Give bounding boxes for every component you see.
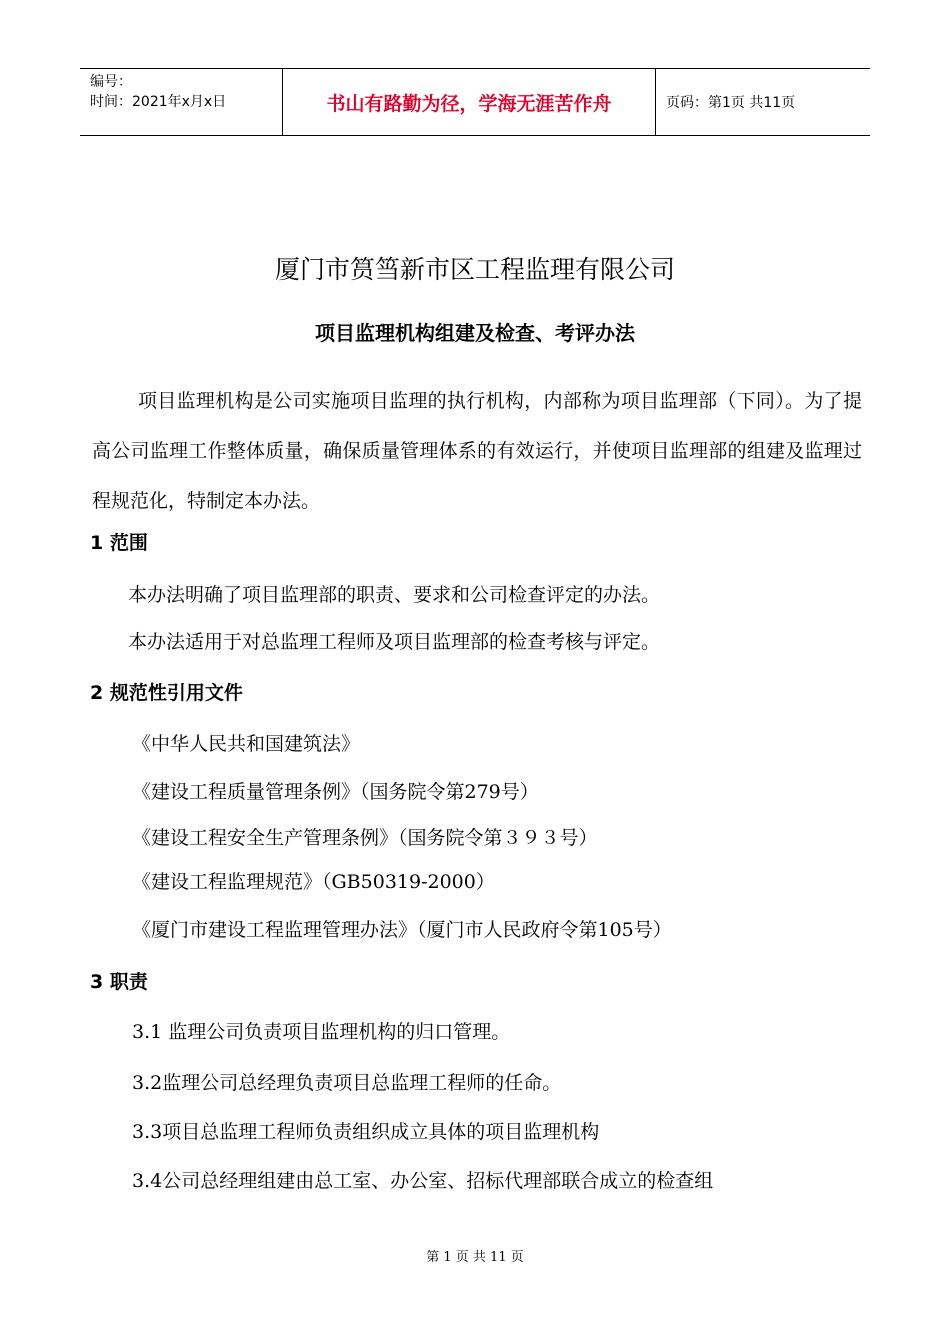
document-subtitle: 项目监理机构组建及检查、考评办法	[315, 321, 635, 345]
page-info-text: 页码：第1页 共11页	[666, 95, 796, 111]
page-footer: 第 1 页 共 11 页	[426, 1250, 524, 1265]
reference-item: 《建设工程安全生产管理条例》（国务院令第３９３号）	[132, 827, 598, 849]
duty-item: 3.2监理公司总经理负责项目总监理工程师的任命。	[132, 1072, 562, 1094]
scope-line-2: 本办法适用于对总监理工程师及项目监理部的检查考核与评定。	[128, 631, 661, 653]
section-heading-scope: 1 范围	[90, 532, 148, 554]
reference-item: 《厦门市建设工程监理管理办法》（厦门市人民政府令第105号）	[132, 919, 672, 941]
section-heading-duties: 3 职责	[90, 971, 148, 993]
header-meta	[80, 69, 282, 135]
time-label: 时间：2021年x月x日	[90, 94, 227, 110]
document-title: 厦门市筼筜新市区工程监理有限公司	[274, 255, 675, 284]
reference-item: 《建设工程监理规范》（GB50319-2000）	[132, 871, 495, 893]
reference-item: 《建设工程质量管理条例》（国务院令第279号）	[132, 781, 539, 803]
header-motto	[282, 69, 656, 135]
duty-item: 3.4公司总经理组建由总工室、办公室、招标代理部联合成立的检查组	[132, 1170, 714, 1192]
intro-paragraph: 项目监理机构是公司实施项目监理的执行机构，内部称为项目监理部（下同）。为了提高公司监理工作整体质量，确保质量管理体系的有效运行，并使项目监理部的组建及监理过程规范化，特制定本办法。	[92, 390, 862, 512]
number-label: 编号：	[90, 74, 132, 90]
page-header	[80, 68, 870, 136]
motto-text: 书山有路勤为径，学海无涯苦作舟	[326, 92, 612, 115]
scope-line-1: 本办法明确了项目监理部的职责、要求和公司检查评定的办法。	[128, 584, 661, 606]
reference-item: 《中华人民共和国建筑法》	[132, 733, 361, 755]
section-heading-references: 2 规范性引用文件	[90, 682, 243, 704]
duty-item: 3.1 监理公司负责项目监理机构的归口管理。	[132, 1021, 511, 1043]
duty-item: 3.3项目总监理工程师负责组织成立具体的项目监理机构	[132, 1121, 600, 1143]
header-page-info	[656, 69, 870, 135]
